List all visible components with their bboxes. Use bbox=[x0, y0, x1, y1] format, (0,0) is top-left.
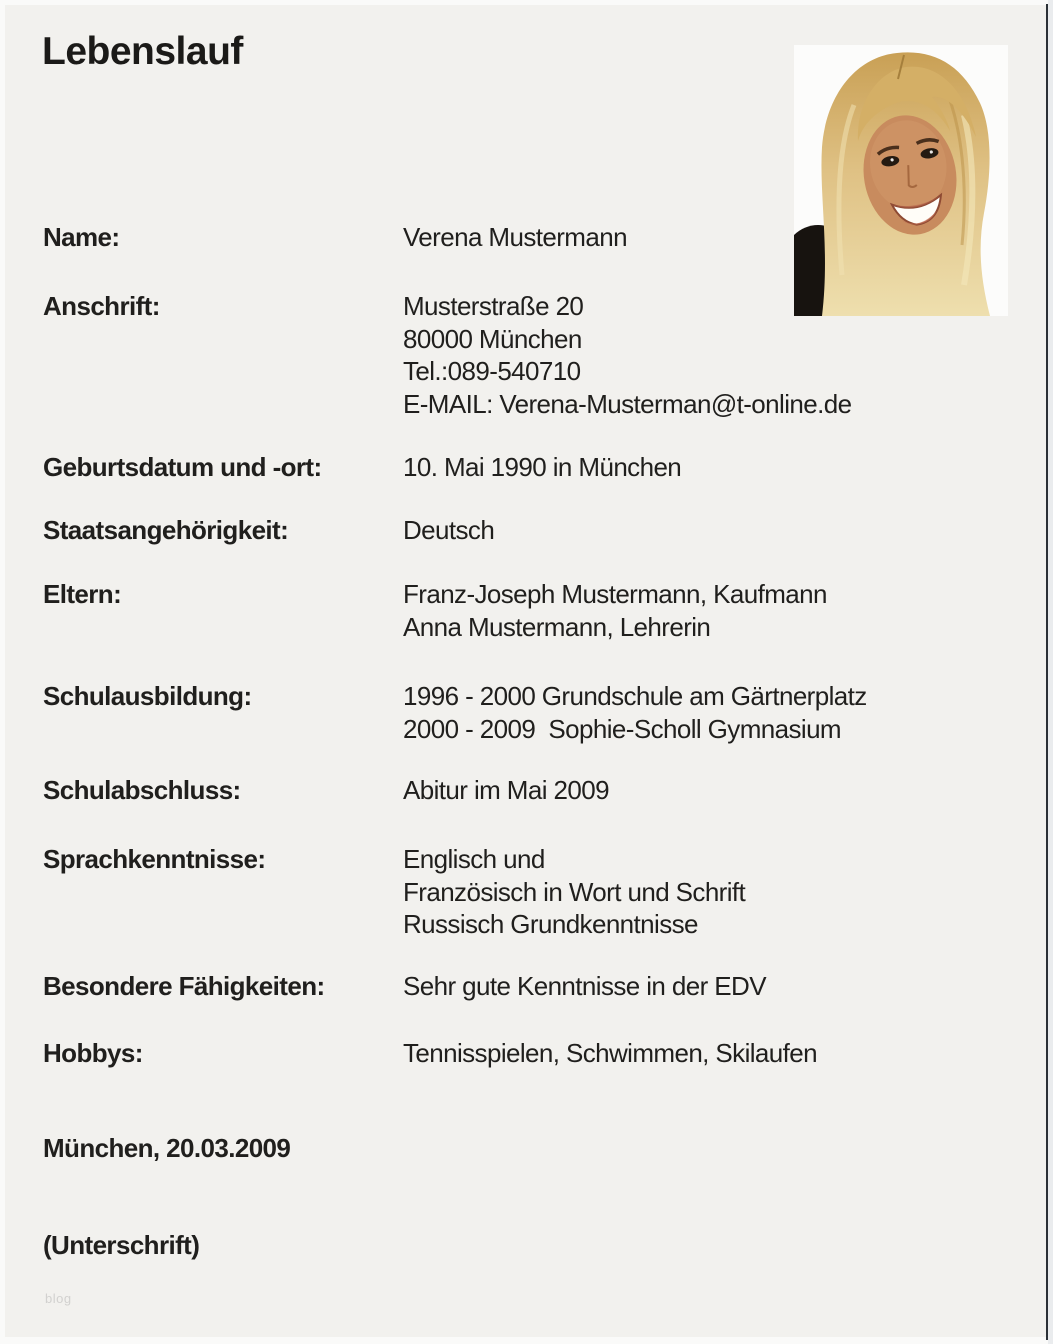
field-row-hobbys bbox=[43, 1037, 1006, 1070]
field-label: Schulabschluss: bbox=[43, 775, 241, 805]
field-value-line: Anna Mustermann, Lehrerin bbox=[403, 611, 711, 642]
resume-page bbox=[5, 5, 1046, 1337]
field-value bbox=[403, 221, 1006, 254]
scan-edge-margin bbox=[1048, 0, 1053, 1344]
field-label: Schulausbildung: bbox=[43, 681, 252, 711]
field-row-geburtsdatum bbox=[43, 451, 1006, 484]
field-value bbox=[403, 451, 1006, 484]
field-value-line: Franz-Joseph Mustermann, Kaufmann bbox=[403, 579, 827, 609]
field-label: Geburtsdatum und -ort: bbox=[43, 452, 322, 482]
field-value-line: 1996 - 2000 Grundschule am Gärtnerplatz bbox=[403, 681, 867, 711]
field-value bbox=[403, 1037, 1006, 1070]
field-value bbox=[403, 514, 1006, 547]
field-value-line: Musterstraße 20 bbox=[403, 291, 584, 321]
field-label: Anschrift: bbox=[43, 291, 160, 321]
field-value-line: Englisch und bbox=[403, 844, 545, 874]
field-row-besondere-faehigkeiten bbox=[43, 970, 1006, 1003]
field-value bbox=[403, 774, 1006, 807]
field-row-staatsangehoerigkeit bbox=[43, 514, 1006, 547]
field-row-anschrift bbox=[43, 290, 1006, 420]
field-row-sprachkenntnisse bbox=[43, 843, 1006, 941]
field-value bbox=[403, 578, 1006, 643]
field-label: Name: bbox=[43, 222, 120, 252]
profile-photo bbox=[794, 45, 1008, 316]
field-row-schulabschluss bbox=[43, 774, 1006, 807]
field-row-schulausbildung bbox=[43, 680, 1006, 745]
field-value-line: Tennisspielen, Schwimmen, Skilaufen bbox=[403, 1038, 817, 1068]
field-value bbox=[403, 290, 1006, 420]
scan-edge-line bbox=[1046, 4, 1048, 1340]
field-value-line: 2000 - 2009 Sophie-Scholl Gymnasium bbox=[403, 713, 841, 744]
watermark-text: blog bbox=[45, 1291, 72, 1306]
woman-portrait-illustration bbox=[794, 45, 1008, 316]
field-value-line: E-MAIL: Verena-Musterman@t-online.de bbox=[403, 388, 852, 419]
field-value bbox=[403, 680, 1006, 745]
field-value-line: 10. Mai 1990 in München bbox=[403, 452, 682, 482]
field-value bbox=[403, 843, 1006, 941]
field-label: Staatsangehörigkeit: bbox=[43, 515, 289, 545]
field-value-line: Abitur im Mai 2009 bbox=[403, 775, 609, 805]
field-value-line: Tel.:089-540710 bbox=[403, 356, 581, 386]
field-label: Eltern: bbox=[43, 579, 122, 609]
field-value-line: 80000 München bbox=[403, 323, 582, 354]
field-label: Sprachkenntnisse: bbox=[43, 844, 266, 874]
field-value-line: Russisch Grundkenntnisse bbox=[403, 909, 698, 939]
field-value-line: Verena Mustermann bbox=[403, 222, 627, 252]
field-label: Besondere Fähigkeiten: bbox=[43, 971, 325, 1001]
field-row-eltern bbox=[43, 578, 1006, 643]
signature-placeholder: (Unterschrift) bbox=[43, 1230, 200, 1260]
page-title: Lebenslauf bbox=[42, 30, 243, 73]
field-value-line: Deutsch bbox=[403, 515, 495, 545]
field-row-name bbox=[43, 221, 1006, 254]
field-label: Hobbys: bbox=[43, 1038, 143, 1068]
place-date: München, 20.03.2009 bbox=[43, 1133, 291, 1163]
field-value-line: Sehr gute Kenntnisse in der EDV bbox=[403, 971, 766, 1001]
field-value bbox=[403, 970, 1006, 1003]
field-value-line: Französisch in Wort und Schrift bbox=[403, 876, 746, 907]
